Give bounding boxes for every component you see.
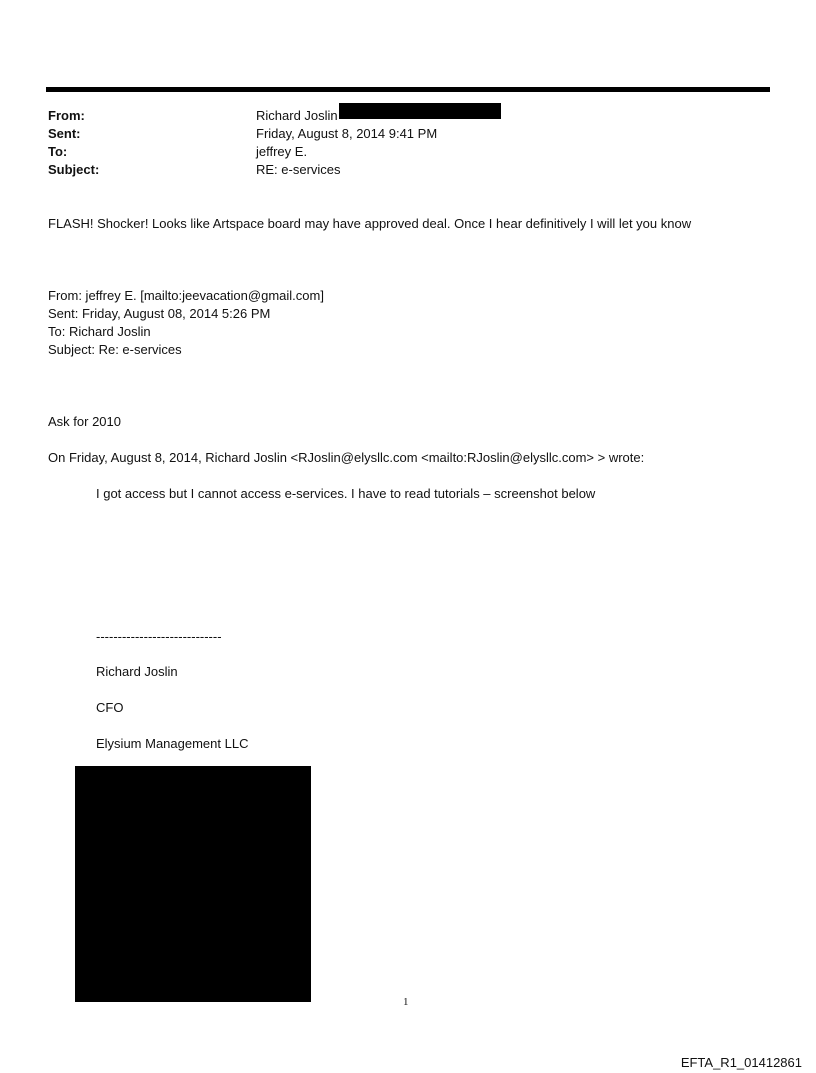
signature-separator: ----------------------------- [96,629,222,644]
bates-number: EFTA_R1_01412861 [680,1055,802,1070]
inner-message: I got access but I cannot access e-services. I have to read tutorials – screenshot below [96,486,596,501]
signature-name: Richard Joslin [96,664,178,679]
sent-label: Sent: [48,126,81,141]
from-value: Richard Joslin [256,108,338,123]
quoted-sent: Sent: Friday, August 08, 2014 5:26 PM [48,306,271,321]
quoted-subject: Subject: Re: e-services [48,342,182,357]
quoted-to: To: Richard Joslin [48,324,151,339]
from-label: From: [48,108,85,123]
quoted-from: From: jeffrey E. [mailto:jeevacation@gmail.com] [48,288,324,303]
header-rule [46,87,770,92]
to-label: To: [48,144,68,159]
redaction-email [339,103,501,119]
signature-title: CFO [96,700,124,715]
on-wrote-line: On Friday, August 8, 2014, Richard Joslin <RJoslin@elysllc.com <mailto:RJoslin@elysllc.com> > wrote: [48,450,645,465]
page-number: 1 [403,996,409,1008]
redaction-block [75,766,311,1002]
subject-label: Subject: [48,162,100,177]
reply-text: Ask for 2010 [48,414,121,429]
sent-value: Friday, August 8, 2014 9:41 PM [256,126,438,141]
subject-value: RE: e-services [256,162,341,177]
signature-company: Elysium Management LLC [96,736,249,751]
to-value: jeffrey E. [256,144,308,159]
body-first-paragraph: FLASH! Shocker! Looks like Artspace board may have approved deal. Once I hear definitively I will let you know [48,216,692,231]
